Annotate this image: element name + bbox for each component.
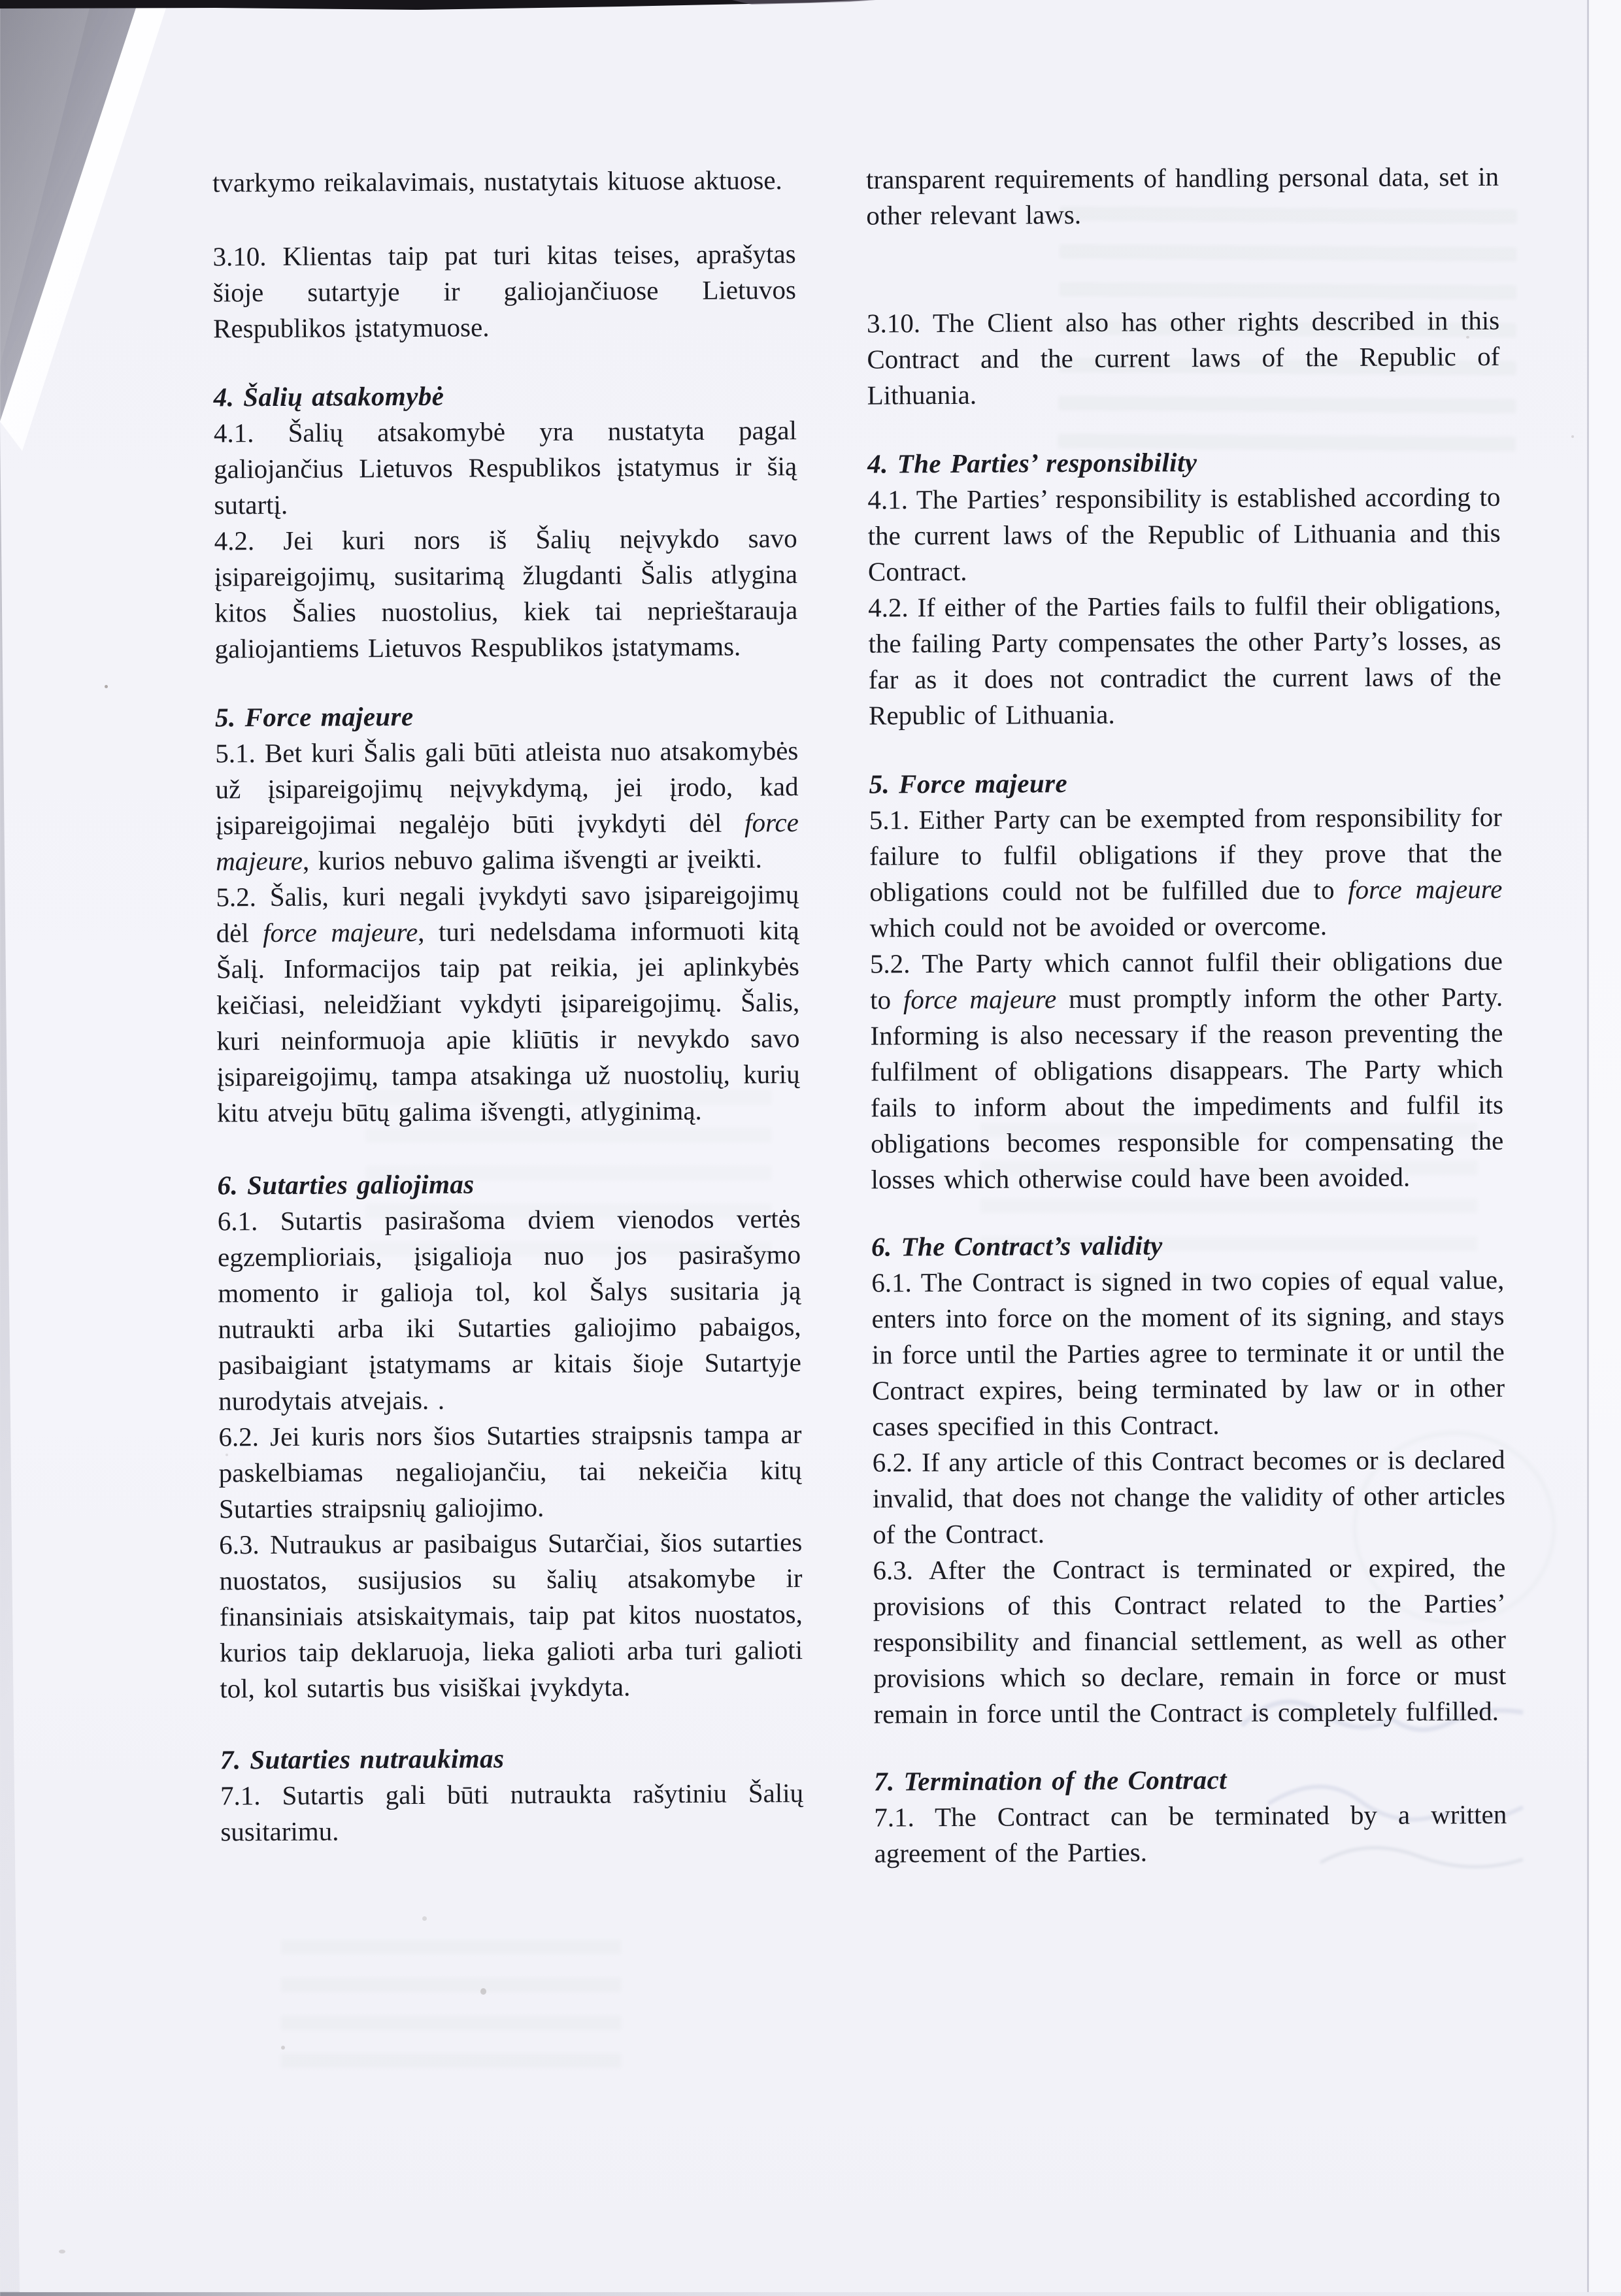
italic-text-segment: force majeure: [216, 807, 799, 876]
text-segment: 7. Sutarties nutraukimas: [220, 1743, 505, 1775]
column-lithuanian: [212, 162, 804, 1850]
text-segment: transparent requirements of handling personal data, set in other relevant laws.: [865, 161, 1499, 231]
text-segment: 7. Termination of the Contract: [873, 1764, 1228, 1797]
text-segment: 4.1. Šalių atsakomybė yra nustatyta pagal galiojančius Lietuvos Respublikos įstatymus ir šią sutartį.: [213, 415, 797, 520]
text-segment: 6.1. Sutartis pasirašoma dviem vienodos vertės egzemplioriais, įsigalioja nuo jos pasirašymo momento ir galioja tol, kol Šalys susitaria ją nutraukti arba iki Sutarties galiojimo pabaigos, pasibaigiant įstatymams ar kitais šioje Sutartyje nurodytais atvejais. .: [217, 1203, 801, 1416]
left-paragraph: [218, 1416, 802, 1527]
text-segment: 6.2. If any article of this Contract becomes or is declared invalid, that does not change the validity of other articles of the Contract.: [872, 1444, 1505, 1550]
left-paragraph: [218, 1201, 802, 1419]
text-segment: , turi nedelsdama informuoti kitą Šalį. Informacijos taip pat reikia, jei aplinkybės keičiasi, neleidžiant vykdyti įsipareigojimų. Šalis, kuri neinformuoja apie kliūtis ir nevykdo savo įsipareigojimų, tampa atsakinga už nuostolių, kurių kitu atveju būtų galima išvengti, atlyginimą.: [216, 915, 800, 1128]
text-segment: tvarkymo reikalavimais, nustatytais kituose aktuose.: [212, 165, 782, 198]
right-paragraph: [869, 799, 1503, 946]
left-section-heading: [215, 697, 798, 735]
left-section-heading: [217, 1165, 800, 1203]
text-segment: 6.3. Nutraukus ar pasibaigus Sutarčiai, šios sutarties nuostatos, susijusios su šalių atsakomybe ir finansiniais atsiskaitymais, taip pat kitos nuostatos, kurios taip deklaruoja, lieka galioti arba turi galioti tol, kol sutartis bus visiškai įvykdyta.: [219, 1527, 803, 1704]
right-section-heading: [867, 443, 1500, 482]
right-section-heading: [871, 1226, 1504, 1265]
left-paragraph: [216, 876, 800, 1131]
left-paragraph: [219, 1524, 803, 1706]
text-segment: 6. Sutarties galiojimas: [217, 1169, 475, 1201]
text-segment: 5.1. Bet kuri Šalis gali būti atleista nuo atsakomybės už įsipareigojimų neįvykdymą, jei įrodo, kad įsipareigojimai negalėjo būti įvykdyti dėl: [215, 735, 799, 840]
right-paragraph: [868, 587, 1501, 734]
right-paragraph: [867, 303, 1500, 414]
right-paragraph: [870, 943, 1504, 1198]
text-segment: 5.2. Šalis, kuri negali įvykdyti savo įsipareigojimų dėl: [216, 879, 799, 948]
right-paragraph: [872, 1442, 1505, 1553]
left-paragraph: [214, 412, 797, 523]
right-paragraph: [873, 1550, 1506, 1733]
text-segment: 4.1. The Parties’ responsibility is established according to the current laws of the Republic of Lithuania and this Contract.: [867, 481, 1501, 587]
text-segment: 7.1. The Contract can be terminated by a written agreement of the Parties.: [874, 1799, 1507, 1869]
left-paragraph: [215, 733, 799, 879]
text-segment: 6.2. Jei kuris nors šios Sutarties straipsnis tampa ar paskelbiamas negaliojančiu, tai nekeičia kitų Sutarties straipsnių galiojimo.: [218, 1419, 802, 1524]
text-segment: 3.10. Klientas taip pat turi kitas teises, aprašytas šioje sutartyje ir galiojančiuose Lietuvos Respublikos įstatymuose.: [212, 239, 796, 344]
text-segment: 5.1. Either Party can be exempted from responsibility for failure to fulfil obligations if they prove that the obligations could not be fulfilled due to: [869, 801, 1503, 907]
text-segment: 4.2. If either of the Parties fails to fulfil their obligations, the failing Party compensates the other Party’s losses, as far as it does not contradict the current laws of the Republic of Lithuania.: [868, 589, 1501, 731]
right-paragraph: [867, 479, 1501, 590]
left-paragraph: [212, 236, 796, 346]
right-section-heading: [869, 763, 1501, 803]
italic-text-segment: force majeure: [263, 916, 418, 948]
column-english: [866, 159, 1507, 1872]
text-segment: 6.1. The Contract is signed in two copies of equal value, enters into force on the moment of its signing, and stays in force until the Parties agree to terminate it or until the Contract expires, being terminated by law or in other cases specified in this Contract.: [871, 1264, 1505, 1442]
text-segment: 5. Force majeure: [869, 768, 1068, 799]
text-segment: 7.1. Sutartis gali būti nutraukta rašytiniu Šalių susitarimu.: [220, 1778, 804, 1847]
text-segment: must promptly inform the other Party. Informing is also necessary if the reason preventing the fulfilment of obligations disappears. The Party which fails to inform about the impediments and fulfil its obligations becomes responsible for compensating the losses which otherwise could have been avoided.: [870, 981, 1504, 1195]
text-segment: 4. Šalių atsakomybė: [213, 380, 444, 412]
left-section-heading: [220, 1739, 803, 1778]
left-section-heading: [214, 376, 797, 415]
text-segment: 6.3. After the Contract is terminated or expired, the provisions of this Contract related to the Parties’ responsibility and financial settlement, as well as other provisions which so declare, remain in force or must remain in force until the Contract is completely fulfilled.: [873, 1552, 1507, 1729]
text-segment: 5.2. The Party which cannot fulfil their obligations due to: [869, 945, 1503, 1015]
right-paragraph: [866, 159, 1499, 234]
right-paragraph: [871, 1262, 1505, 1445]
text-segment: 4.2. Jei kuri nors iš Šalių neįvykdo savo įsipareigojimų, susitarimą žlugdanti Šalis atlygina kitos Šalies nuostolius, kiek tai neprieštarauja galiojantiems Lietuvos Respublikos įstatymams.: [214, 523, 798, 664]
italic-text-segment: force majeure: [903, 984, 1057, 1015]
text-segment: 5. Force majeure: [214, 701, 414, 733]
text-segment: 6. The Contract’s validity: [871, 1230, 1163, 1262]
left-paragraph: [220, 1775, 804, 1850]
text-segment: , kurios nebuvo galima išvengti ar įveikti.: [302, 843, 762, 876]
text-segment: which could not be avoided or overcome.: [869, 910, 1328, 943]
left-paragraph: [214, 520, 798, 667]
right-section-heading: [874, 1761, 1507, 1800]
left-paragraph: [212, 162, 795, 201]
text-segment: 4. The Parties’ responsibility: [867, 447, 1197, 479]
italic-text-segment: force majeure: [1348, 873, 1503, 905]
right-paragraph: [874, 1797, 1507, 1872]
text-segment: 3.10. The Client also has other rights described in this Contract and the current laws of the Republic of Lithuania.: [866, 305, 1500, 410]
